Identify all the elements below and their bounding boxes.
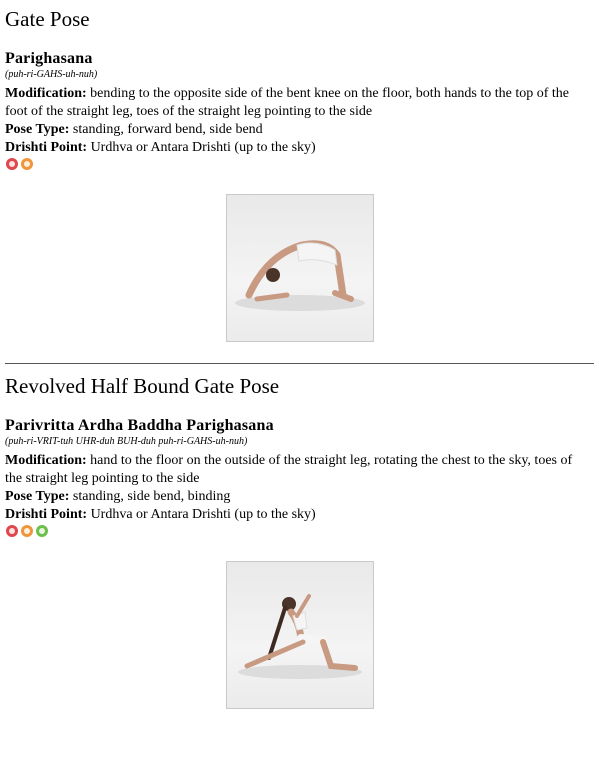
drishti-text (5, 139, 590, 157)
yoga-figure-illustration (227, 195, 373, 341)
pose-type-label: Pose Type: (5, 122, 70, 137)
pose-photo (226, 194, 374, 342)
pose-type-text (5, 488, 590, 506)
pose-type-value: standing, forward bend, side bend (72, 122, 263, 137)
modification-value: hand to the floor on the outside of the straight leg, rotating the chest to the sky, toes of the straight leg pointing to the side (5, 453, 573, 486)
pronunciation: (puh-ri-VRIT-tuh UHR-duh BUH-duh puh-ri-GAHS-uh-nuh) (5, 436, 248, 447)
chakra-icons (6, 525, 48, 537)
modification-label: Modification: (5, 86, 87, 101)
chakra-icons (6, 158, 33, 170)
root-chakra-icon (6, 525, 18, 537)
pronunciation: (puh-ri-GAHS-uh-nuh) (5, 69, 98, 80)
sacral-chakra-icon (21, 525, 33, 537)
section-divider (5, 363, 594, 364)
sanskrit-name: Parighasana (5, 50, 93, 67)
heart-chakra-icon (36, 525, 48, 537)
sanskrit-name: Parivritta Ardha Baddha Parighasana (5, 417, 274, 434)
modification-label: Modification: (5, 453, 87, 468)
drishti-label: Drishti Point: (5, 507, 88, 522)
pose-type-value: standing, side bend, binding (72, 489, 231, 504)
drishti-label: Drishti Point: (5, 140, 88, 155)
drishti-value: Urdhva or Antara Drishti (up to the sky) (90, 140, 316, 155)
pose-title: Gate Pose (5, 7, 90, 31)
pose-title: Revolved Half Bound Gate Pose (5, 374, 280, 398)
sacral-chakra-icon (21, 158, 33, 170)
pose-photo (226, 561, 374, 709)
modification-text (5, 85, 590, 121)
yoga-figure-illustration (227, 562, 373, 708)
pose-type-label: Pose Type: (5, 489, 70, 504)
root-chakra-icon (6, 158, 18, 170)
drishti-value: Urdhva or Antara Drishti (up to the sky) (90, 507, 316, 522)
pose-type-text (5, 121, 590, 139)
modification-text (5, 452, 590, 488)
drishti-text (5, 506, 590, 524)
modification-value: bending to the opposite side of the bent knee on the floor, both hands to the top of the foot of the straight leg, toes of the straight leg pointing to the side (5, 86, 569, 119)
